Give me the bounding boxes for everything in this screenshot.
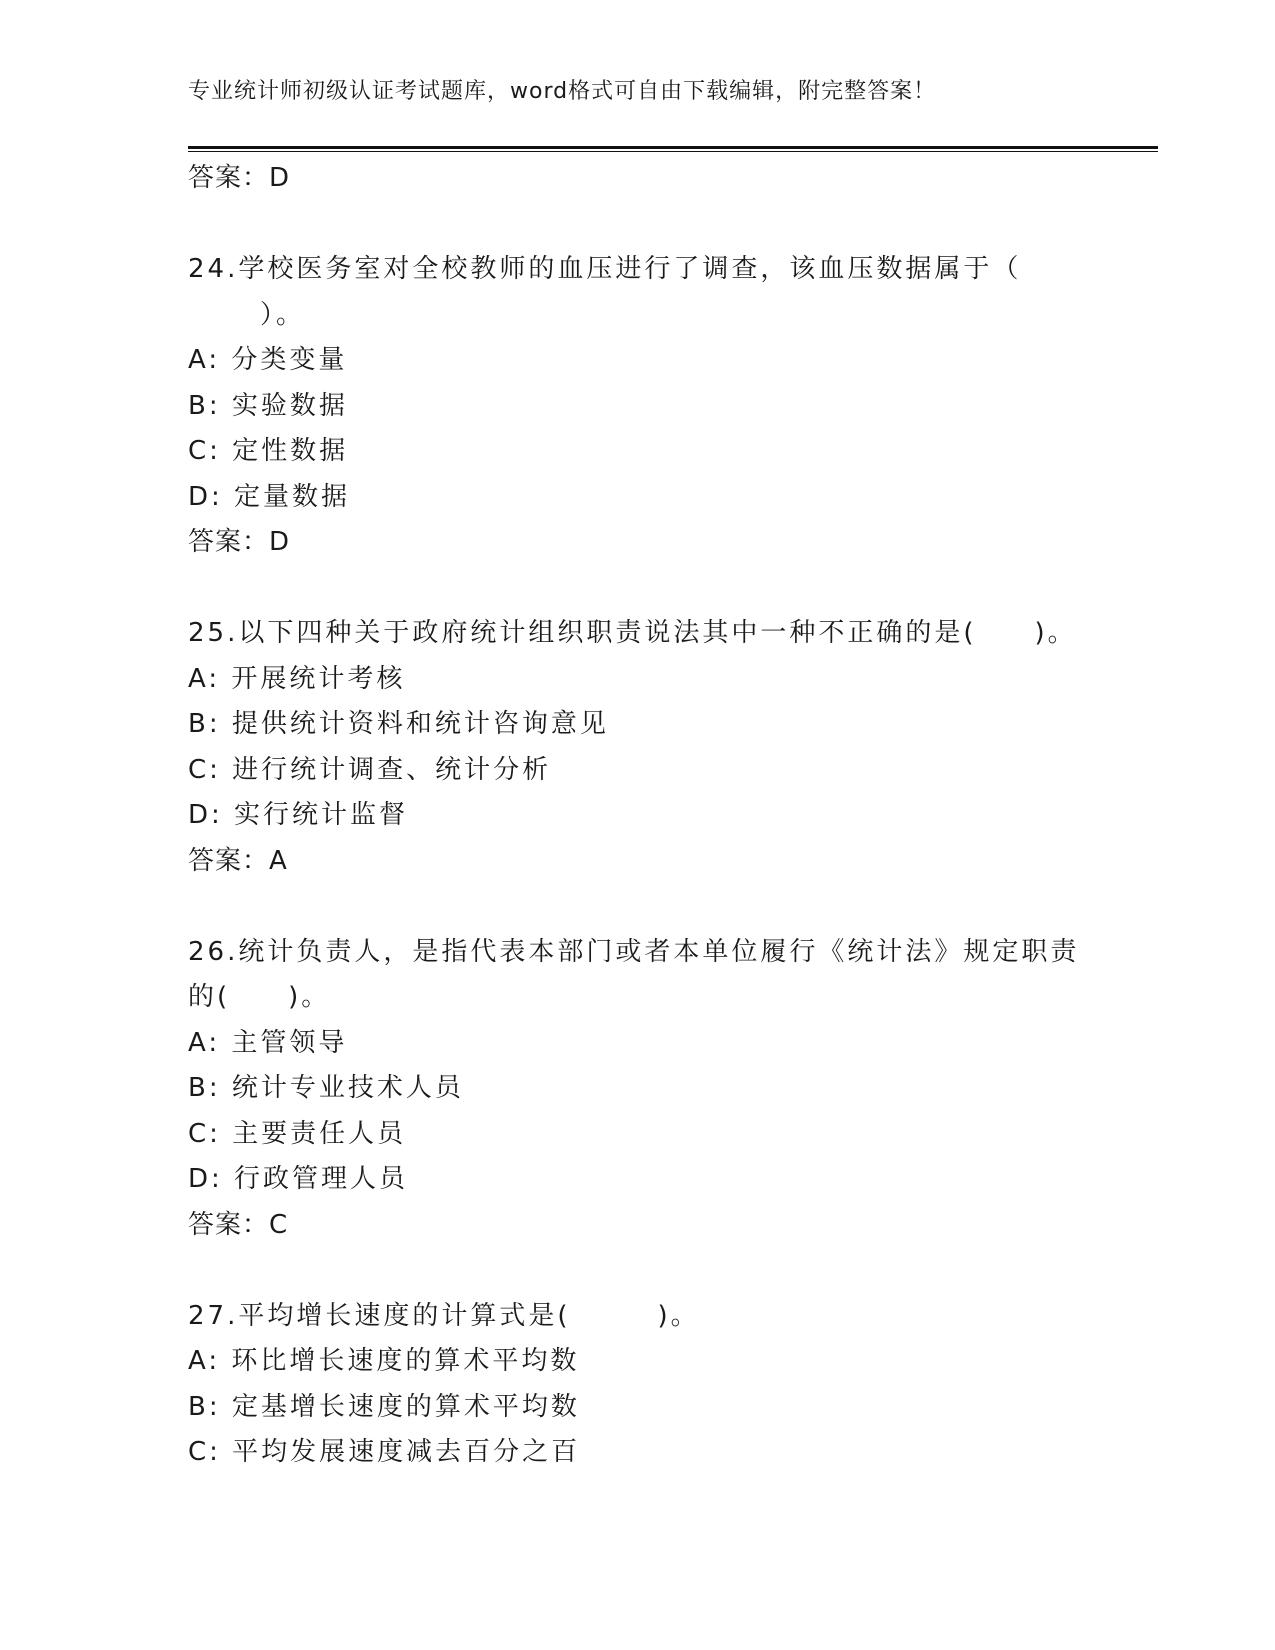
question-stem: 27.平均增长速度的计算式是( )。 [188, 1300, 700, 1331]
option-b: B: 实验数据 [188, 390, 348, 421]
question-26 [188, 930, 1128, 1249]
option-b: B: 提供统计资料和统计咨询意见 [188, 709, 609, 739]
spacer [188, 202, 1128, 248]
option-a: A: 分类变量 [188, 345, 348, 375]
header-rule-thick [188, 146, 1158, 149]
option-c: C: 主要责任人员 [188, 1118, 407, 1149]
option-a: A: 开展统计考核 [188, 663, 406, 694]
answer-line: 答案：D [188, 527, 291, 557]
option-d: D: 实行统计监督 [188, 800, 409, 830]
page-header: 专业统计师初级认证考试题库，word格式可自由下载编辑，附完整答案！ [188, 79, 937, 104]
answer-line: 答案：D [188, 163, 291, 193]
header-rule-thin [188, 151, 1158, 152]
spacer [188, 1248, 1128, 1294]
option-a: A: 环比增长速度的算术平均数 [188, 1346, 580, 1376]
question-stem-continued: 的( )。 [188, 982, 331, 1012]
option-d: D: 行政管理人员 [188, 1164, 409, 1194]
question-24 [188, 247, 1128, 566]
option-c: C: 定性数据 [188, 436, 349, 466]
option-b: B: 定基增长速度的算术平均数 [188, 1391, 580, 1422]
option-c: C: 进行统计调查、统计分析 [188, 754, 552, 785]
spacer [188, 884, 1128, 930]
answer-line: 答案：C [188, 1209, 289, 1240]
question-stem: 26.统计负责人，是指代表本部门或者本单位履行《统计法》规定职责 [188, 936, 1080, 967]
question-stem: 24.学校医务室对全校教师的血压进行了调查，该血压数据属于（ [188, 254, 1022, 284]
question-25 [188, 611, 1128, 884]
question-stem: 25.以下四种关于政府统计组织职责说法其中一种不正确的是( )。 [188, 618, 1077, 648]
answer-line: 答案：A [188, 845, 288, 876]
question-27 [188, 1294, 1128, 1476]
question-stem-continued: ）。 [260, 299, 306, 330]
option-c: C: 平均发展速度减去百分之百 [188, 1437, 581, 1467]
option-a: A: 主管领导 [188, 1027, 348, 1058]
option-b: B: 统计专业技术人员 [188, 1073, 464, 1103]
question-list [188, 156, 1128, 1476]
option-d: D: 定量数据 [188, 481, 351, 512]
spacer [188, 566, 1128, 612]
